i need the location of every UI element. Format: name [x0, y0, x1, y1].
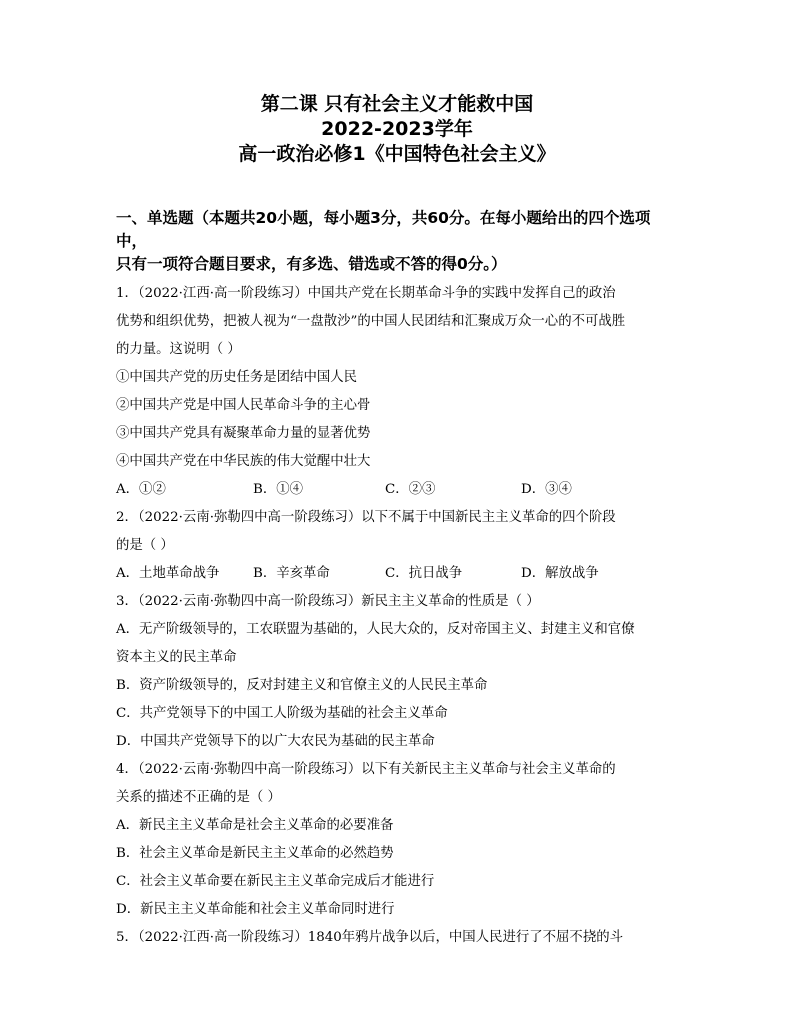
question-text-line: 2．（2022·云南·弥勒四中高一阶段练习）以下不属于中国新民主主义革命的四个阶段	[116, 510, 616, 525]
option-b: B．辛亥革命	[253, 566, 330, 581]
question-text-line: 的力量。这说明（ ）	[116, 342, 241, 357]
title-line-lesson: 第二课 只有社会主义才能救中国	[260, 93, 534, 115]
question-text-line: 优势和组织优势，把被人视为“一盘散沙”的中国人民团结和汇聚成万众一心的不可战胜	[116, 314, 626, 329]
question-text-line: 1．（2022·江西·高一阶段练习）中国共产党在长期革命斗争的实践中发挥自己的政治	[116, 286, 616, 301]
choice-line: C．社会主义革命要在新民主主义革命完成后才能进行	[116, 874, 435, 889]
choice-line: D．新民主主义革命能和社会主义革命同时进行	[116, 902, 395, 917]
choice-line: B．资产阶级领导的，反对封建主义和官僚主义的人民民主革命	[116, 678, 488, 693]
option-d: D．③④	[521, 482, 572, 497]
option-a: A．①②	[116, 482, 166, 497]
option-a: A．土地革命战争	[116, 566, 220, 581]
question-text-line: 的是（ ）	[116, 538, 174, 553]
choice-line: C．共产党领导下的中国工人阶级为基础的社会主义革命	[116, 706, 448, 721]
answer-options	[116, 560, 681, 588]
title-line-course: 高一政治必修1《中国特色社会主义》	[238, 143, 556, 165]
option-c: C．抗日战争	[385, 566, 463, 581]
title-line-year: 2022-2023学年	[321, 118, 473, 140]
question-2	[116, 504, 681, 588]
question-5	[116, 924, 681, 952]
statement-4: ④中国共产党在中华民族的伟大觉醒中壮大	[116, 454, 371, 469]
document-title	[0, 92, 794, 167]
option-d: D．解放战争	[521, 566, 599, 581]
question-4	[116, 756, 681, 924]
question-text-line: 关系的描述不正确的是（ ）	[116, 790, 281, 805]
question-3	[116, 588, 681, 756]
statement-2: ②中国共产党是中国人民革命斗争的主心骨	[116, 398, 371, 413]
statement-3: ③中国共产党具有凝聚革命力量的显著优势	[116, 426, 371, 441]
option-b: B．①④	[253, 482, 304, 497]
choice-line: B．社会主义革命是新民主主义革命的必然趋势	[116, 846, 394, 861]
section-heading-line: 一、单选题（本题共20小题，每小题3分，共60分。在每小题给出的四个选项中，	[116, 209, 651, 250]
choice-line: D．中国共产党领导下的以广大农民为基础的民主革命	[116, 734, 435, 749]
question-1	[116, 280, 681, 504]
question-text-line: 4．（2022·云南·弥勒四中高一阶段练习）以下有关新民主主义革命与社会主义革命的	[116, 762, 616, 777]
option-c: C．②③	[385, 482, 436, 497]
section-heading	[116, 207, 681, 276]
document-body	[116, 207, 681, 952]
section-heading-line: 只有一项符合题目要求，有多选、错选或不答的得0分。）	[116, 255, 507, 273]
choice-line: A．无产阶级领导的，工农联盟为基础的，人民大众的，反对帝国主义、封建主义和官僚	[116, 622, 635, 637]
choice-line: 资本主义的民主革命	[116, 650, 237, 665]
choice-line: A．新民主主义革命是社会主义革命的必要准备	[116, 818, 394, 833]
question-text-line: 3．（2022·云南·弥勒四中高一阶段练习）新民主主义革命的性质是（ ）	[116, 594, 540, 609]
answer-options	[116, 476, 681, 504]
question-text-line: 5．（2022·江西·高一阶段练习）1840年鸦片战争以后，中国人民进行了不屈不挠的斗	[116, 930, 623, 945]
statement-1: ①中国共产党的历史任务是团结中国人民	[116, 370, 358, 385]
